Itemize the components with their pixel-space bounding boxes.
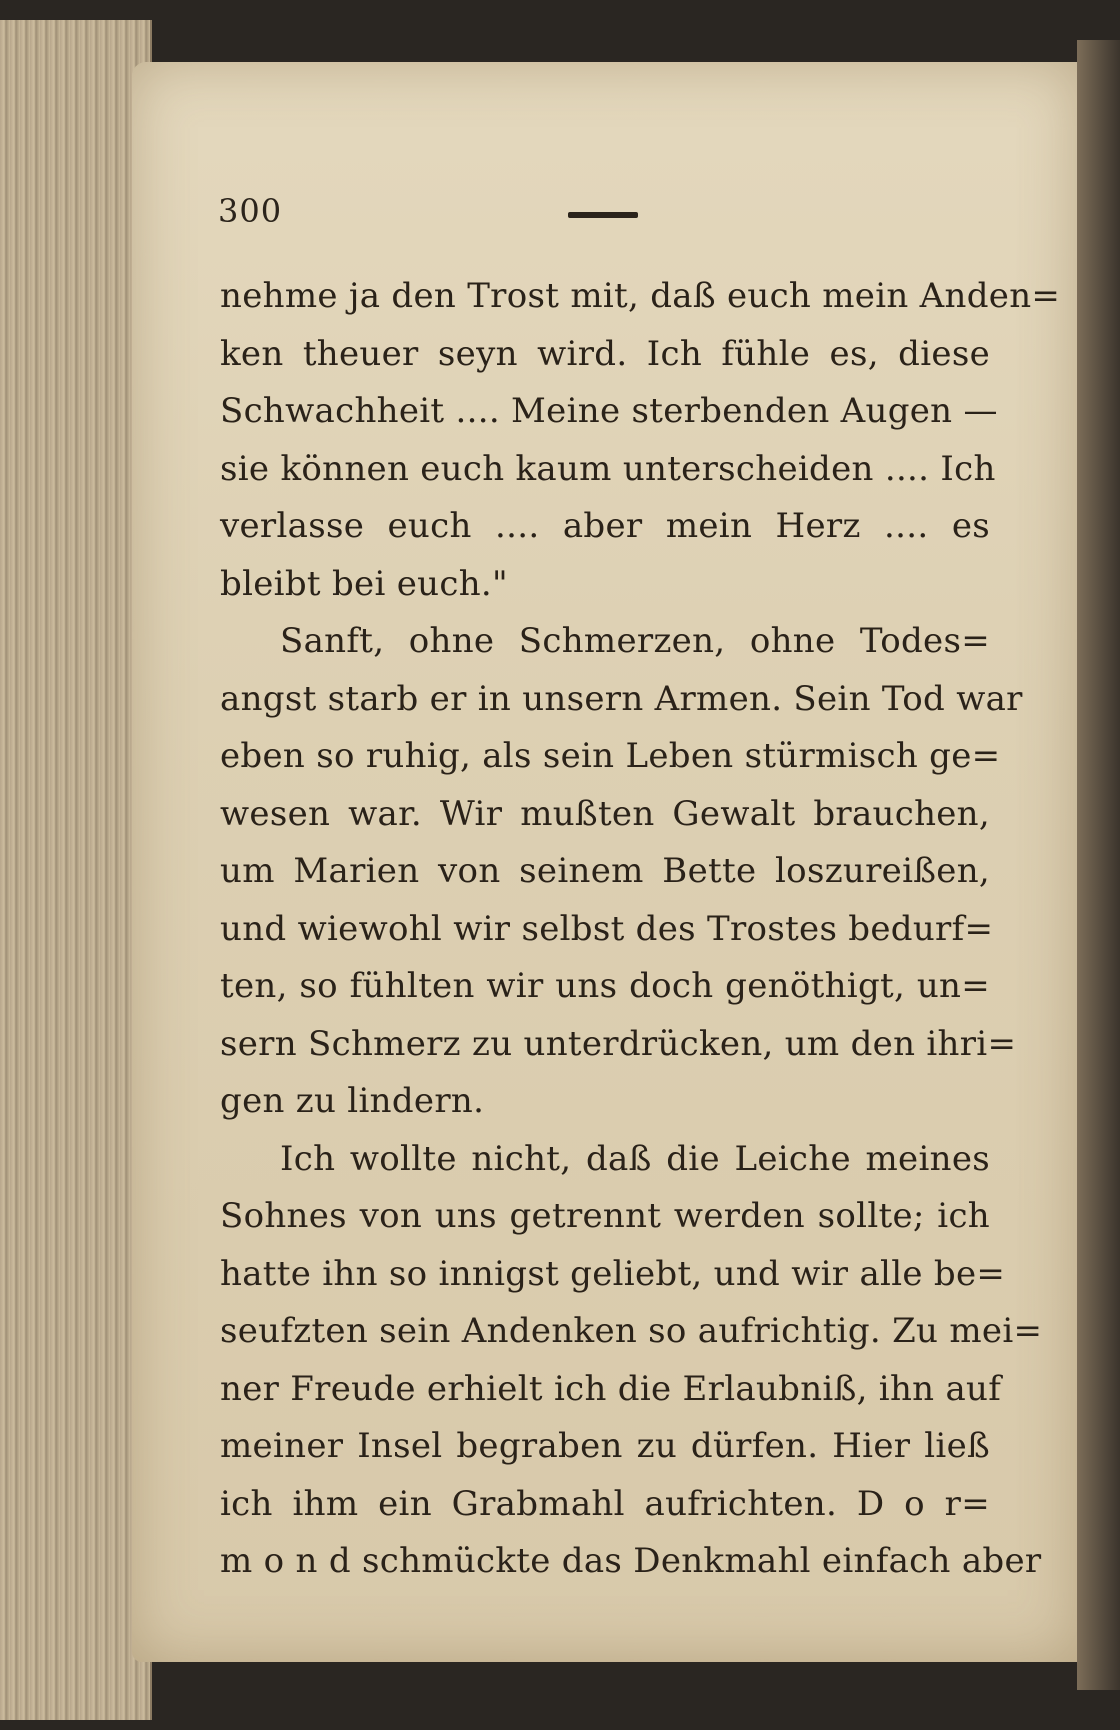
text-line: m o n d schmückte das Denkmahl einfach aber <box>220 1541 1042 1581</box>
page-stack-edge <box>0 20 152 1720</box>
text-line: Schwachheit .... Meine sterbenden Augen — <box>220 391 998 431</box>
text-line: um Marien von seinem Bette loszureißen, <box>220 851 990 891</box>
text-line: sern Schmerz zu unterdrücken, um den ihri= <box>220 1023 1017 1064</box>
text-line: meiner Insel begraben zu dürfen. Hier ließ <box>220 1426 990 1466</box>
text-line: sie können euch kaum unterscheiden .... Ich <box>220 448 996 489</box>
text-line: eben so ruhig, als sein Leben stürmisch ge= <box>220 736 1001 776</box>
text-line: ner Freude erhielt ich die Erlaubniß, ihn auf <box>220 1368 1002 1409</box>
page-number: 300 <box>218 192 283 230</box>
binding-edge <box>1077 40 1120 1690</box>
text-line: verlasse euch .... aber mein Herz .... es <box>220 506 990 546</box>
text-line: bleibt bei euch." <box>220 563 508 604</box>
text-line: angst starb er in unsern Armen. Sein Tod war <box>220 678 1023 719</box>
body-text <box>220 268 1061 1591</box>
text-line: nehme ja den Trost mit, daß euch mein Anden= <box>220 276 1061 316</box>
text-line: Sohnes von uns getrennt werden sollte; ich <box>220 1196 990 1236</box>
text-line: Sanft, ohne Schmerzen, ohne Todes= <box>280 621 990 661</box>
text-line: ten, so fühlten wir uns doch genöthigt, un= <box>220 966 990 1006</box>
text-line: gen zu lindern. <box>220 1081 485 1121</box>
text-line: Ich wollte nicht, daß die Leiche meines <box>280 1138 990 1179</box>
header-rule <box>568 212 638 218</box>
text-line: hatte ihn so innigst geliebt, und wir alle be= <box>220 1253 1006 1294</box>
text-line: und wiewohl wir selbst des Trostes bedurf= <box>220 908 994 949</box>
text-line: seufzten sein Andenken so aufrichtig. Zu mei= <box>220 1311 1043 1351</box>
text-line: ich ihm ein Grabmahl aufrichten. D o r= <box>220 1483 990 1524</box>
text-line: wesen war. Wir mußten Gewalt brauchen, <box>220 793 990 834</box>
running-head <box>218 192 998 242</box>
text-line: ken theuer seyn wird. Ich fühle es, diese <box>220 333 990 374</box>
